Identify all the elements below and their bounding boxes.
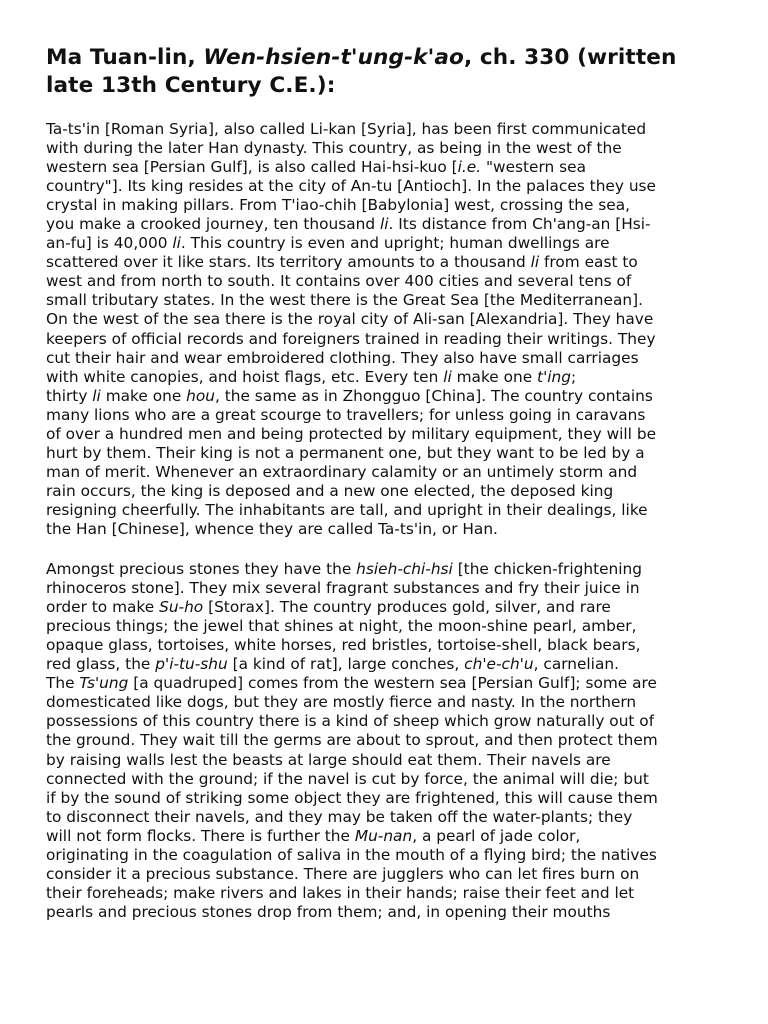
paragraph-text: "western sea country"]. Its king resides at the city of An-tu [Antioch]. In the palaces they use crystal in making pillars. From T'iao-chih [Babylonia] west, crossing the sea, you make a crooked journey, ten thousand [46, 158, 656, 234]
paragraph [46, 120, 722, 539]
paragraph-italic-text: li [380, 215, 389, 234]
paragraph-text: , a pearl of jade color, originating in the coagulation of saliva in the mouth of a flying bird; the natives consider it a precious substance. There are jugglers who can let fires burn on their foreheads; make rivers and lakes in their hands; raise their feet and let pearls and precious stones drop from them; and, in opening their mouths [46, 826, 657, 921]
paragraph-italic-text: Ts'ung [79, 674, 129, 693]
paragraph-italic-text: p'i-tu-shu [155, 655, 228, 674]
paragraph-text: make one [100, 386, 187, 405]
title-text: Ma Tuan-lin, [46, 45, 204, 70]
paragraph-italic-text: li [443, 367, 452, 386]
title-text: , ch. 330 (written [463, 45, 677, 70]
title-text: late 13th Century C.E.): [46, 73, 336, 98]
paragraph-italic-text: Mu-nan [354, 826, 413, 845]
paragraph [46, 560, 722, 922]
paragraph-text: [a quadruped] comes from the western sea [Persian Gulf]; some are domesticated like dogs, but they are mostly fierce and nasty. In the northern possessions of this country there is a kind of sheep which grow naturally out of the ground. They wait till the germs are about to sprout, and then protect them by raising walls lest the beasts at large should eat them. Their navels are connected with the ground; if the navel is cut by force, the animal will die; but if by the sound of striking some object they are frightened, this will cause them to disconnect their navels, and they may be taken off the water-plants; they will not form flocks. There is further the [46, 674, 658, 845]
paragraph-italic-text: i.e. [457, 158, 482, 177]
document-title [46, 44, 722, 100]
paragraph-text: [Storax]. The country produces gold, silver, and rare precious things; the jewel that shines at night, the moon-shine pearl, amber, opaque glass, tortoises, white horses, red bristles, tortoise-shell, black bears, red glass, the [46, 598, 641, 674]
paragraph-text: [a kind of rat], large conches, [227, 655, 465, 674]
paragraph-italic-text: li [172, 234, 181, 253]
paragraph-text: . Its distance from Ch'ang-an [Hsi- an-fu] is 40,000 [46, 215, 651, 253]
paragraph-text: [the chicken-frightening rhinoceros stone]. They mix several fragrant substances and fry their juice in order to make [46, 560, 642, 617]
paragraph-text: Ta-ts'in [Roman Syria], also called Li-kan [Syria], has been first communicated with during the later Han dynasty. This country, as being in the west of the western sea [Persian Gulf], is also called Hai-hsi-kuo [ [46, 120, 647, 177]
paragraph-italic-text: ch'e-ch'u [464, 655, 534, 674]
paragraph-text: . This country is even and upright; human dwellings are scattered over it like stars. Its territory amounts to a thousand [46, 234, 610, 272]
paragraph-italic-text: hsieh-chi-hsi [356, 560, 453, 579]
paragraph-text: make one [451, 367, 538, 386]
paragraph-italic-text: t'ing [537, 367, 572, 386]
paragraph-italic-text: li [530, 253, 540, 272]
paragraph-text: , the same as in Zhongguo [China]. The country contains many lions who are a great scourge to travellers; for unless going in caravans of over a hundred men and being protected by military equipment, they will be hurt by them. Their king is not a permanent one, but they want to be led by a man of merit. Whenever an extraordinary calamity or an untimely storm and rain occurs, the king is deposed and a new one elected, the deposed king resigning cheerfully. The inhabitants are tall, and upright in their dealings, like the Han [Chinese], whence they are called Ta-ts'in, or Han. [46, 386, 657, 538]
paragraph-text: ; thirty [46, 367, 577, 405]
paragraph-text: from east to west and from north to south. It contains over 400 cities and several tens of small tributary states. In the west there is the Great Sea [the Mediterranean]. On the west of the sea there is the royal city of Ali-san [Alexandria]. They have keepers of official records and foreigners trained in reading their writings. They cut their hair and wear embroidered clothing. They also have small carriages with white canopies, and hoist flags, etc. Every ten [46, 253, 656, 386]
paragraph-italic-text: li [92, 386, 101, 405]
title-italic-text: Wen-hsien-t'ung-k'ao [203, 45, 464, 70]
paragraph-italic-text: Su-ho [159, 598, 204, 617]
paragraph-text: Amongst precious stones they have the [46, 560, 357, 579]
paragraph-text: , carnelian. The [46, 655, 619, 693]
paragraph-italic-text: hou [186, 386, 215, 405]
